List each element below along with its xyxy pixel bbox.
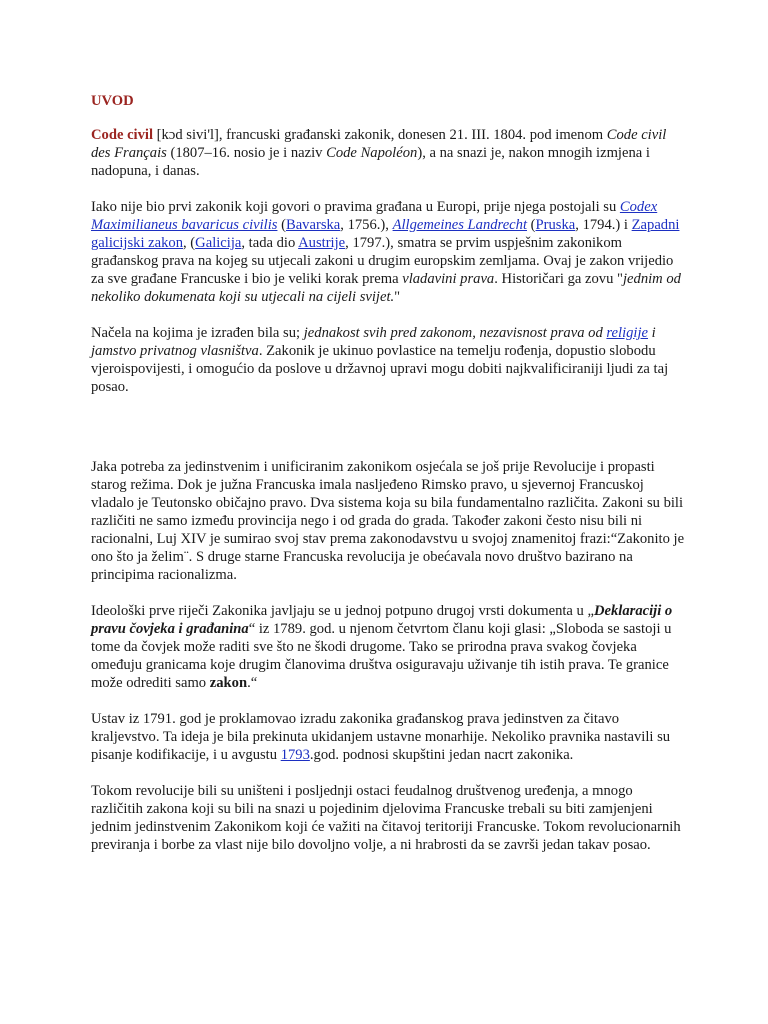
text: Iako nije bio prvi zakonik koji govori o pravima građana u Europi, prije njega postojali su [91,199,620,215]
text: .“ [247,675,258,691]
italic-text: Code Napoléon [326,145,418,161]
link-pruska[interactable]: Pruska [535,217,576,233]
text: .god. podnosi skupštini jedan nacrt zakonika. [309,747,574,763]
link-allgemeines-landrecht[interactable]: Allgemeines Landrecht [392,217,528,233]
text: Ideološki prve riječi Zakonika javljaju se u jednoj potpuno drugoj vrsti dokumenta u „ [91,603,594,619]
text: (1807–16. nosio je i naziv [166,145,327,161]
text: Ustav iz 1791. god je proklamovao izradu zakonika građanskog prava jedinstven za čitavo kraljevstvo. Ta ideja je bila prekinuta ukidanjem ustavne monarhije. Nekoliko pravnika nastavili su pisanje kodifikacije, i u avgustu [91,711,671,763]
spacer [91,414,687,458]
paragraph-ideology [91,602,687,692]
italic-text: jednakost svih pred zakonom, nezavisnost prava od [303,325,607,341]
link-austrija[interactable]: Austrije [298,235,346,251]
text: “ iz 1789. god. u njenom četvrtom članu koji glasi: „Sloboda se sastoji u tome da čovjek može raditi sve što ne škodi drugome. Tako se prirodna prava svakog čovjeka omeđuju granicama koje drugim članovima društva osiguravaju uživanje tih istih prava. Te granice može odrediti samo [91,621,672,691]
declaration-title: Deklaraciji o pravu čovjeka i građanina [91,603,673,637]
text: Načela na kojima je izrađen bila su; [91,325,304,341]
link-bavarska[interactable]: Bavarska [285,217,341,233]
italic-text: vladavini prava [402,271,495,287]
text: . Zakonik je ukinuo povlastice na temelju rođenja, dopustio slobodu vjeroispovijesti, i omogućio da poslove u državnoj upravi mogu dobiti najkvalificiraniji ljudi za taj posao. [91,343,669,395]
text: ( [277,217,286,233]
text: , tada dio [241,235,299,251]
text: , 1756.), [340,217,393,233]
text: , 1797.), smatra se prvim uspješnim zakonikom građanskog prava na kojeg su utjecali zakoni u drugim europskim zemljama. Ovaj je zakon vrijedio za sve građane Francuske i bio je veliki korak prema [91,235,674,287]
text: [kɔd sivi'l], francuski građanski zakonik, donesen 21. III. 1804. pod imenom [153,127,607,143]
bold-zakon: zakon [209,675,248,691]
paragraph-need: Jaka potreba za jedinstvenim i unificiranim zakonikom osjećala se još prije Revolucije i propasti starog režima. Dok je južna Francuska imala nasljeđeno Rimsko pravo, u sjevernoj Francuskoj vladalo je Teutonsko običajno pravo. Dva sistema koja su bila fundamentalno različita. Zakoni su bili različiti ne samo između provincija nego i od grada do grada. Također zakoni često nisu bili ni racionalni, Luj XIV je sumirao svoj stav prema zakonodavstvu u svojoj znamenitoj frazi:“Zakonito je ono što ja želim¨. S druge starne Francuska revolucija je obećavala novo društvo bazirano na principima racionalizma. [91,459,685,583]
paragraph-intro [91,126,687,180]
italic-text: jednim od nekoliko dokumenata koji su utjecali na cijeli svijet. [91,271,681,305]
term-code-civil: Code civil [91,127,154,143]
text: ), a na snazi je, nakon mnogih izmjena i nadopuna, i danas. [91,145,650,179]
link-religija[interactable]: religije [606,325,649,341]
text: , 1794.) i [575,217,632,233]
italic-text: Code civil des Français [91,127,667,161]
paragraph-revolution: Tokom revolucije bili su uništeni i posljednji ostaci feudalnog društvenog uređenja, a mnogo različitih zakona koji su bili na snazi u pojedinim djelovima Francuske trebali su biti zamjenjeni jednim jedinstvenim Zakonikom koji će važiti na čitavoj teritoriji Francuske. Tokom revolucionarnih previranja i borbe za vlast nije bilo dovoljno volje, a ni hrabrosti da se završi jedan takav posao. [91,783,681,853]
paragraph-constitution [91,710,687,764]
italic-text: i jamstvo privatnog vlasništva [91,325,656,359]
link-galicija[interactable]: Galicija [195,235,242,251]
link-zapadni-galicijski-zakon[interactable]: Zapadni galicijski zakon [91,217,680,251]
link-1793[interactable]: 1793 [280,747,310,763]
text: . Historičari ga zovu " [494,271,623,287]
section-heading: UVOD [91,93,134,109]
paragraph-history [91,198,687,306]
link-codex-maximilianeus[interactable]: Codex Maximilianeus bavaricus civilis [91,199,658,233]
paragraph-principles [91,324,687,396]
text: ( [527,217,536,233]
document-body [91,92,687,872]
text: " [394,289,401,305]
text: , ( [183,235,196,251]
